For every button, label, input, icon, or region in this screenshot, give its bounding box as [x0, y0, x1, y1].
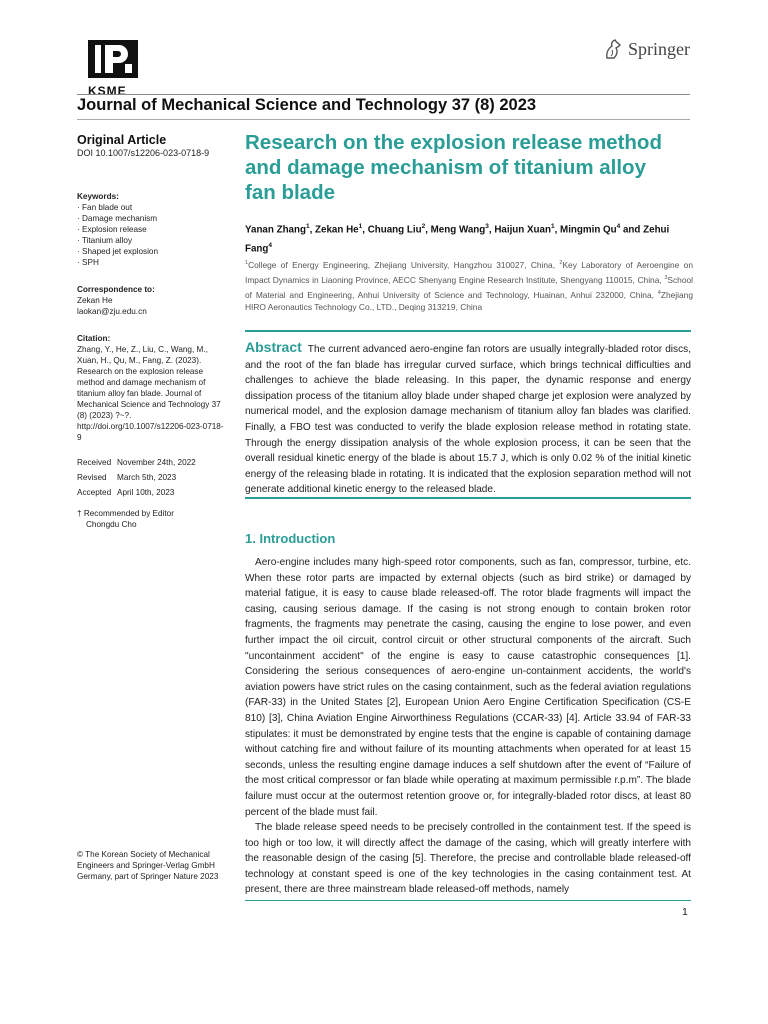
journal-title: Journal of Mechanical Science and Technology 37 (8) 2023	[77, 96, 537, 114]
abstract-rule-top	[245, 330, 691, 332]
author-name: Zekan He	[315, 224, 359, 236]
article-title: Research on the explosion release method and damage mechanism of titanium alloy fan blade	[245, 131, 662, 204]
recommended-by	[77, 508, 227, 530]
header-rule-bottom	[77, 119, 690, 120]
author-name: Haijun Xuan	[494, 224, 551, 236]
paragraph: The blade release speed needs to be precisely controlled in the containment test. If the speed is too high or too low, it will directly affect the damage of the casing, which will greatly interfere with the reasonable design of the casing [5]. Therefore, the precise and controllable blade released-off technology at constant speed is one of the key technologies in the casing containment test. At present, there are three mainstream blade released-off methods, namely	[245, 822, 691, 896]
author-affiliation-ref: 1	[358, 223, 363, 230]
keywords-heading: Keywords:	[77, 192, 119, 201]
keyword-item: · Fan blade out	[77, 202, 227, 213]
author-affiliation-ref: 1	[550, 223, 555, 230]
copyright: © The Korean Society of Mechanical Engineers and Springer-Verlag GmbH Germany, part of Springer Nature 2023	[77, 850, 219, 881]
author-affiliation-ref: 4	[268, 242, 273, 250]
publisher-name: Springer	[628, 38, 690, 59]
springer-horse-icon	[603, 38, 623, 60]
abstract	[245, 340, 691, 498]
springer-logo	[603, 38, 690, 60]
recommended-text: Recommended by Editor	[83, 509, 174, 518]
keyword-item: · Shaped jet explosion	[77, 246, 227, 257]
body-text	[245, 555, 691, 898]
keyword-item: · Damage mechanism	[77, 213, 227, 224]
recommended-editor: Chongdu Cho	[86, 520, 137, 529]
abstract-text: The current advanced aero-engine fan rotors are usually integrally-bladed rotor discs, and the root of the fan blade has irregular curved surface, which brings technical difficulties and challenges to achieve the blade releasing. In this paper, the dynamic response and energy dissipation process of the titanium alloy blade under shaped charge jet explosion were analyzed by numerical model, and the explosion damage mechanism of titanium alloy fan blades was clarified. Finally, a FBO test was conducted to verify the blade explosion release method in rotating state. Through the energy dissipation analysis of the whole explosion process, it can be seen that the overall residual kinetic energy of the blade is about 15.7 J, which is only 0.02 % of the initial kinetic energy of the releasing blade in rotating. It is indicated that the explosion separation method will not generate additional kinetic energy to the released blade.	[245, 344, 691, 496]
paragraph: Aero-engine includes many high-speed rotor components, such as fan, compressor, turbine, etc. When these rotor parts are impacted by external objects (such as bird strike) or damaged by material fatigue, it is easy to cause blade released-off. The rotor blade fragments will impact the casing, causing serious damage. If the casing is not strong enough to contain broken rotor fragments, the fragments may penetrate the casing, causing the engine to lose power, and even further impact the oil circuit, control circuit or other structural components of the aircraft. Such "uncontainment accident" of the engine is easy to cause catastrophic consequences [1]. Considering the serious consequences of aero-engine un-containment accidents, the world's aviation powers have strict rules on the casing containment, such as the federal aviation regulations (FAR-33) in the United States [2], European Union Aero Engine Certification Specification (CS-E 810) [3], China Aviation Engine Airworthiness Regulations (CCAR-33) [4]. Article 33.94 of FAR-33 stipulates: it must be demonstrated by engine tests that the engine is capable of containing damage without catching fire and without failure of its mounting attachments when operated for at least 15 seconds, unless the resulting engine damage induces a self shutdown after the event of “Failure of the most critical compressor or fan blade while operating at maximum permissible r.p.m”. The blade failure must occur at the outermost retention groove or, for integrally-bladed rotor discs, at least 80 percent of the blade must fail.	[245, 557, 691, 818]
correspondence-heading: Correspondence to:	[77, 285, 155, 294]
date-row	[77, 457, 196, 472]
section-heading: 1. Introduction	[245, 531, 336, 546]
correspondence-name: Zekan He	[77, 296, 113, 305]
article-sidebar	[77, 133, 227, 530]
affiliation-text: Zhejiang HIRO Aeronautics Technology Co., LTD., Deqing 313219, China	[245, 289, 693, 313]
affiliation-text: Key Laboratory of Aeroengine on Impact Dynamics in Liaoning Province, AECC Shenyang Engine Research Institute, Shengyang 110015, China,	[245, 259, 693, 285]
date-row	[77, 487, 196, 502]
author-name: Yanan Zhang	[245, 224, 306, 236]
affiliation-number: 3	[664, 274, 668, 281]
affiliation-text: School of Material and Engineering, Anhui University of Science and Technology, Huainan, Anhui 232000, China,	[245, 274, 693, 300]
affiliation-number: 1	[245, 260, 249, 266]
footer-rule	[245, 900, 691, 901]
dates-table	[77, 457, 196, 502]
page-number: 1	[682, 906, 688, 918]
affiliation-text: College of Energy Engineering, Zhejiang University, Hangzhou 310027, China,	[248, 259, 560, 270]
author-affiliation-ref: 1	[305, 223, 310, 230]
date-label: Received	[77, 458, 112, 467]
date-row	[77, 472, 196, 487]
recommended-marker: †	[77, 509, 82, 518]
date-value: April 10th, 2023	[117, 488, 175, 497]
ksme-logo-icon	[88, 40, 138, 78]
affiliation-number: 4	[657, 289, 661, 296]
header-rule	[77, 94, 690, 95]
author-affiliation-ref: 4	[616, 223, 621, 230]
keyword-item: · Titanium alloy	[77, 235, 227, 246]
citation-text: Zhang, Y., He, Z., Liu, C., Wang, M., Xuan, H., Qu, M., Fang, Z. (2023). Research on the explosion release method and damage mechanism of titanium alloy fan blade. Journal of Mechanical Science and Technology 37 (8) (2023) ?~?.	[77, 345, 221, 420]
author-affiliation-ref: 3	[485, 223, 489, 230]
ksme-logo-text: KSME	[88, 84, 127, 98]
date-value: March 5th, 2023	[117, 473, 177, 482]
abstract-rule-bottom	[245, 497, 691, 499]
keyword-item: · SPH	[77, 257, 227, 268]
article-type: Original Article	[77, 133, 167, 147]
correspondence-email[interactable]: laokan@zju.edu.cn	[77, 307, 147, 316]
author-name: Meng Wang	[430, 224, 486, 236]
keyword-item: · Explosion release	[77, 224, 227, 235]
author-affiliation-ref: 2	[421, 223, 426, 230]
affiliation-number: 2	[559, 260, 563, 266]
citation-heading: Citation:	[77, 334, 111, 343]
citation-url[interactable]: http://doi.org/10.1007/s12206-023-0718-9	[77, 422, 224, 442]
date-value: November 24th, 2022	[117, 458, 196, 467]
doi: DOI 10.1007/s12206-023-0718-9	[77, 148, 210, 158]
keywords-list	[77, 202, 227, 268]
author-name: Zehui Fang	[245, 224, 670, 255]
author-name: Mingmin Qu	[560, 224, 617, 236]
affiliations	[245, 257, 693, 314]
abstract-label: Abstract	[245, 339, 302, 355]
ksme-logo	[88, 40, 140, 98]
author-name: Chuang Liu	[367, 224, 422, 236]
date-label: Accepted	[77, 488, 112, 497]
date-label: Revised	[77, 473, 107, 482]
author-list: Yanan Zhang$^1$, Zekan He$^1$, Chuang Liu$^2$, Meng Wang$^3$, Haijun Xuan$^1$, Mingmin Qu$^4$ and Zehui Fang$^4$	[245, 223, 670, 255]
